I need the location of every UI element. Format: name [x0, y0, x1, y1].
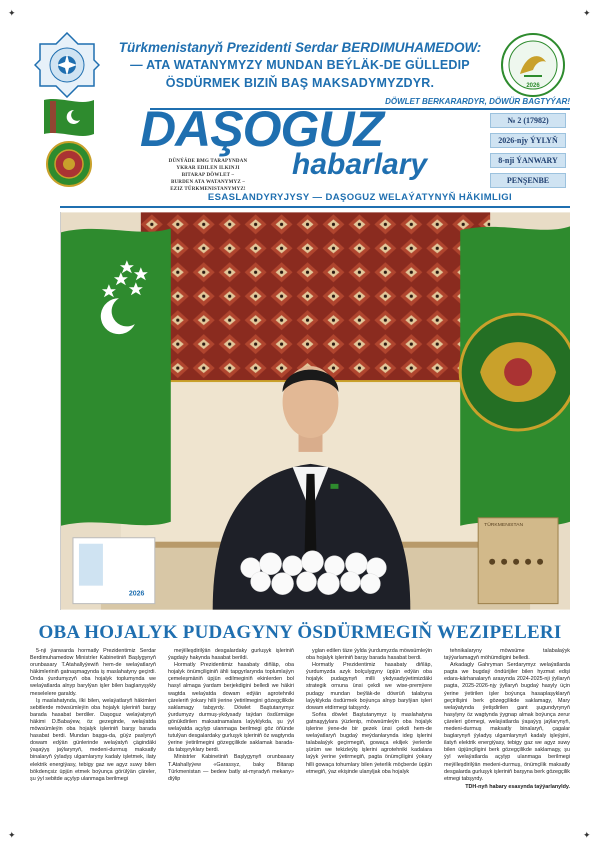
caption-line: BURDEN ATA WATANYMYZ – [170, 180, 246, 185]
caption-line: DÜNÝÄDE BMG TARAPYNDAN [168, 159, 248, 164]
corner-mark-icon: ✦ [8, 830, 16, 840]
masthead-title: DAŞOGUZ [140, 101, 383, 157]
president-slogan-line-2: — ATA WATANYMYZY MUNDAN BEÝLÄK-DE GÜLLEDIP [130, 58, 470, 72]
corner-mark-icon: ✦ [8, 8, 16, 18]
header-divider [60, 206, 570, 208]
article-column-3 [306, 648, 432, 776]
article-signature: TDH-nyň habary esasynda taýýarlanyldy. [465, 783, 570, 790]
founder-line: ESASLANDYRYJYSY — DAŞOGUZ WELAÝATYNYŇ HÄKIMLIGI [207, 192, 513, 203]
article-paragraph: Hormatly Prezidentimiz hasabaty diňläp, ýurdumyzda azyk bolçulygyny üpjün edýän oba hojalyk pudagynyň milli ykdysadyýetimizdäki strategik ornuna ünsi çekdi we wise-premýere pudagy mundan beýläk-de döwrüň talabyna laýyklykda ösdürmek boýunça alnyp barylýan işleri dowam etdirmegi tabşyrdy. [306, 662, 432, 711]
emblem-year-label: 2026 [526, 83, 540, 89]
article-paragraph: Ministrler Kabinetiniň Başlygynyň orunbasary T.Atahallyýew «Garassyz, baky Bitarap Türkmenistan — bedew batly at-myradyň mekany» diýlip [168, 754, 294, 782]
president-slogan-line-1: Türkmenistanyň Prezidenti Serdar BERDIMUHAMEDOW: [118, 40, 482, 55]
article-paragraph: Soňra döwlet Baştutanymyz iş maslahatyna gatnaşyjylara ýüzlenip, möwsümleýin oba hojalyk işlerine ýene-de bir gezek ünsi çekdi hem-de welaýatlaryň bugdaý meýdanlarynda ideg işlerini talabalaýyk geçirmegiň, gowaça ekiljek ýerlerde şürüm we tekizleýiş işlerini agrotehniki kadalara laýyk ýerine ýetirmegiň, pagta önümçiligini ýokary hilli gowaça tohumlary bilen ýeterlik möçberde üpjün etmegiň, ýaz ekişinde ulanyljak oba hojalyk [306, 711, 432, 775]
issue-number: № 2 (17982) [490, 113, 566, 128]
caption-line: YKRAR EDILEN ILKINJI [176, 166, 240, 171]
issue-weekday: PENŞENBE [490, 173, 566, 188]
article-column-1 [30, 648, 156, 783]
president-photo [60, 212, 570, 610]
neutrality-emblem-icon [34, 32, 100, 98]
caption-line: BITARAP DÖWLET – [181, 173, 235, 178]
issue-year: 2026-njy ÝYLYŇ [490, 133, 566, 148]
article-paragraph: meýilleşdirilýän desgalardaky gurluşyk işleriniň ýagdaýy hakynda hasabat berildi. [168, 648, 294, 662]
corner-mark-icon: ✦ [583, 830, 591, 840]
article-paragraph: Iş maslahatynda, ilki bilen, welaýatlaryň häkimleri sebitlerde möwsümleýin oba hojalyk işleriniň barşy barada hasabat berdiler. Daşoguz welaýatynyň häkimi D.Babaýew, öz gezeginde, welaýatda möwsümleýin oba hojalyk işleriniň barşy barada hasabat berdi. Mundan başga-da, güýz paslynyň dowam edýän günlerinde welaýatyň çägindäki ýaşaýyş jaýlarynyň, medeni-durmuş maksatly binalaryň ýyladyş ulgamlaryny kadaly işletmek, ilaty elektrik energiýasy, tebigy gaz we agyz suwy bilen bökdençsiz üpjün etmek boýunça görülýän çäreler, şu ýyl sebitde açylyp ulanmaga berilmegi [30, 697, 156, 782]
state-motto: DÖWLET BERKARARDYR, DÖWÜR BAGTYÝAR! [385, 97, 570, 106]
flag-and-coat-of-arms-icon [40, 96, 98, 192]
article-paragraph: Arkadagly Gahryman Serdarymyz welaýatlarda pagta we bugdaý öndürijiler bilen hyzmat edişi edara-kärhanalaryň arasynda 2024-2025-nji ýyllaryň pagta, 2025-2026-njy ýyllaryň bugdaý hasyly üçin ýerine ýetirilen işler boýunça hasaplaşyklaryň geçirilişini berk gözegçilikde saklamagy, Mary welaýatynda ýetişdirilen gant şugundyrynyň hasylyny öz wagtynda ýygnap almak boýunça zerur çäreleri görmegi, welaýatlarda ýaşaýyş jaýlarynyň, medeni-durmuş maksatly binalaryň, çagalar baglarynyň ýyladyş ulgamlarynyň kadaly işleýşini, ilatyň elektrik energiýasy, tebigy gaz we agyz suwy bilen üpjünçiligini berk gözegçilikde saklamagy, şu ýyl welaýatlarda açylyp ulanmaga berilmegi meýilleşdirilýän medeni-durmuş, önümçilik maksatly desgalarda gurluşyk işleriniň barşyna berk gözegçilik etmegi tabşyrdy. [444, 662, 570, 782]
article-paragraph: 5-nji ýanwarda hormatly Prezidentimiz Serdar Berdimuhamedow Ministrler Kabinetiniň Başlygynyň orunbasary T.Atahallyýewiň hem-de welaýatlaryň häkimleriniň gatnaşmagynda iş maslahatyny geçirdi. Onda ýurdumyzyň oba hojalyk toplumynda we welaýatlarda alnyp barylýan işler bilen baglanyşykly meselelere garaldy. [30, 648, 156, 697]
article-paragraph: Hormatly Prezidentimiz hasabaty diňläp, oba hojalyk önümçiliginiň ähli tapgyrlarynda toplumlaýyn çemeleşmäniň üpjün edilmeginiň ekinlerden bol hasyl almaga ýardam berjekdigini belledi we häkiri wagtda welaýatda dowam edýän agrotehniki çäreleriň ýokary hilli ýerine ýetirilmegini gözegçilikde saklamagy tabşyrdy. Döwlet Baştutanymyz ýurdumyzy durmuş-ykdysady taýdan ösdürmäge gönükdirilen maksatnamalara laýyklykda, şu ýyl welaýatda açylyp ulanmaga berilmegi göz öňünde tutulýan desgalardaky gurluşyk işleriniň öz wagtynda ýerine ýetirilmegini gözegçilikde saklamak barada-da tabşyryklary berdi. [168, 662, 294, 754]
article-body [30, 648, 570, 828]
desk-calendar-year: 2026 [128, 590, 145, 598]
year-emblem-icon [500, 32, 566, 98]
article-column-4 [444, 648, 570, 791]
masthead-subtitle: habarlary [292, 148, 428, 181]
desk-plate-label: TÜRKMENISTAN [484, 521, 524, 528]
article-paragraph: tehnikalaryny möwsüme talabalaýyk taýýarlamagyň möhümdigini belledi. [444, 648, 570, 662]
caption-line: EZIZ TÜRKMENISTANYMYZ! [170, 187, 246, 192]
corner-mark-icon: ✦ [583, 8, 591, 18]
president-slogan-line-3: ÖSDÜRMEK BIZIŇ BAŞ MAKSADYMYZDYR. [165, 76, 435, 90]
neutral-state-caption [148, 158, 268, 193]
article-column-2 [168, 648, 294, 783]
article-paragraph: yglan edilen täze ýylda ýurdumyzda möwsümleýin oba hojalyk işleriniň barşy barada hasabat berdi. [306, 648, 432, 662]
article-headline: OBA HOJALYK PUDAGYNY ÖSDÜRMEGIŇ WEZIPELERI [38, 622, 562, 643]
issue-date: 8-nji ÝANWARY [490, 153, 566, 168]
